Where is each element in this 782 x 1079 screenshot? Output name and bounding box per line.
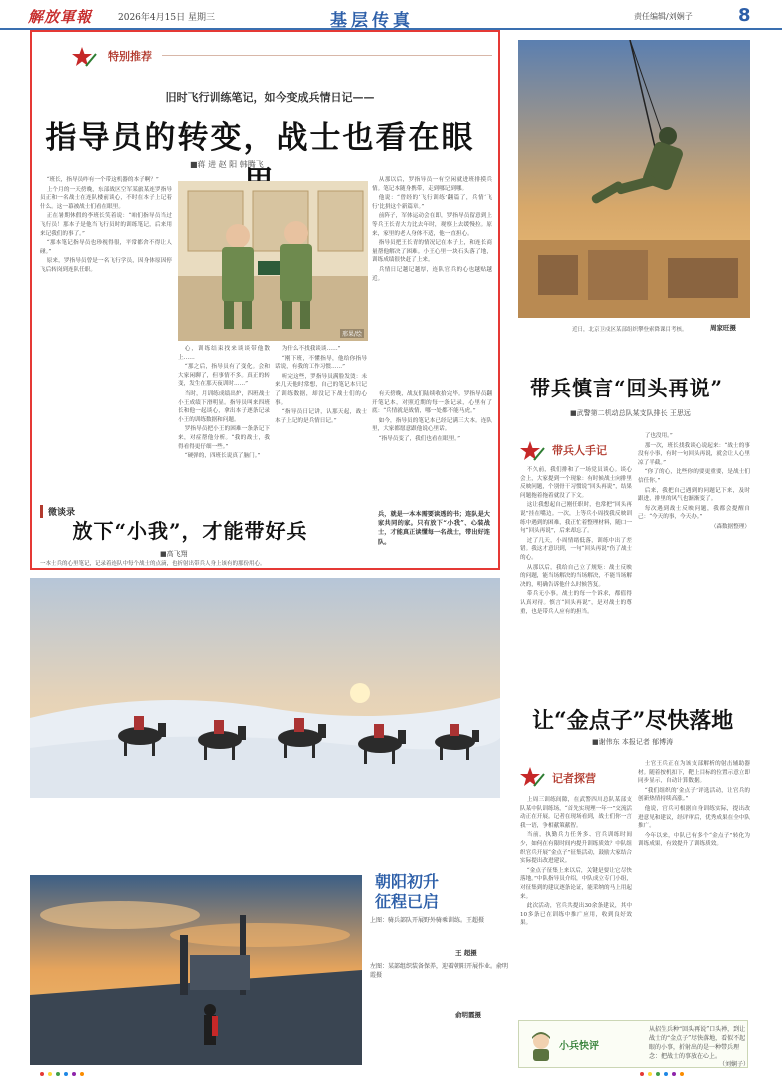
issue-date: 2026年4月15日 星期三 xyxy=(118,13,215,23)
article3-byline: ■谢伟东 本报记者 郁博涛 xyxy=(592,738,674,746)
paragraph: “那之后，指导员有了变化。会和大家闲聊了，但事情不多。真正的转变，发生在那天夜训时……” xyxy=(178,364,270,388)
paragraph: 那一次，班长找我谈心说起来：“战士的事没有小事，有时一句回头再说，就会让人心里凉了半截。” xyxy=(638,442,750,466)
paragraph: 上周三训练间隙，在武警四川总队某部支队某中队训练场，“首先实现理一年一”交流活动正在开展。记者在现场看到，战士们你一言我一语，争相献策献智。 xyxy=(520,797,632,829)
paragraph: “你了的心，比些你的要更重要，是战士们信任你。” xyxy=(638,469,750,484)
tag-divider xyxy=(162,55,492,56)
paragraph: （森数据整理） xyxy=(710,523,750,530)
paragraph: “硬弹的，四班长说真了脑门。” xyxy=(184,453,261,460)
feature-byline: ■蒋 进 赵 阳 韩腾飞 xyxy=(190,160,264,169)
paragraph: 当前，执勤兵力任务多、官兵训练时间少，如何在有限时间内提升训练质效？中队组织官兵开展“金点子”征集活动，鼓励大家结合实际提出改进建议。 xyxy=(520,832,632,865)
article2-headline[interactable]: 带兵慎言“回头再说” xyxy=(530,376,724,400)
article3-body xyxy=(520,796,632,1011)
paragraph: 从那以后，我给自己立了规矩：战士反映的问题，能当场解决的当场解决，不能当场解决的，明确告诉他什么时候答复。 xyxy=(520,564,632,588)
paragraph: “班长，指导员咋有一个带这机器的本子啊？” xyxy=(46,177,159,183)
page-masthead xyxy=(0,0,782,30)
paragraph: 前阵子，军体运动会在即，罗指导员留意到上等兵王长青大力比去年时，观察上去缓慢拉。原来，家里的老人身体不适，他一直担心。 xyxy=(372,213,492,237)
paragraph: “刚下班，不懂指导，他给你指导话说，有我的工作习惯……” xyxy=(275,355,367,371)
paragraph: 从那以后，罗指导员一有空闲就进班排摸兵情。笔记本随身携带，走到哪记到哪。 xyxy=(372,177,492,192)
paragraph: 听完这些，罗指导员满脸发烫：未来几天他时常想，自己的笔记本只记了训练数据，却没记下战士们的心事。 xyxy=(275,373,367,406)
photo-feature-caption-1: 上图：骑兵部队开展野外骑乘训练。王超摄 xyxy=(370,917,485,924)
paragraph: 原来，罗指导员曾是一名飞行学员，因身体原因停飞后转岗到连队任职。 xyxy=(40,258,172,273)
paragraph: 了也没用。” xyxy=(644,433,673,439)
paragraph: 他说：“曾经的‘飞行训练’翻篇了，兵情‘飞行’比拼这个新篇章。” xyxy=(372,195,492,210)
star-badge-icon xyxy=(72,46,100,68)
feature-column-3 xyxy=(275,345,367,495)
rappelling-image xyxy=(518,40,750,318)
article2-byline: ■武警第二机动总队某支队排长 王思远 xyxy=(570,409,691,417)
feature-headline[interactable]: 指导员的转变，战士也看在眼 xyxy=(45,120,475,156)
paragraph: 为什么不找我谈谈……” xyxy=(281,346,341,352)
illustration-image xyxy=(178,181,368,341)
star-badge-icon xyxy=(520,440,548,462)
paragraph: 每次遇到战士反映问题，我都会提醒自己：“今天的事，今天办。” xyxy=(638,505,750,521)
photo-credit-2: 俞明霞摄 xyxy=(455,1011,481,1019)
color-dots-right xyxy=(640,1072,684,1076)
feature-kicker: 旧时飞行训练笔记，如今变成兵情日记—— xyxy=(165,91,375,104)
paragraph: 带兵无小事。战士的每一个诉求，都值得认真对待。慎言“回头再说”，是对战士的尊重，也是带兵人应有的担当。 xyxy=(520,591,632,615)
quick-comment-credit: （刘娴子） xyxy=(719,1061,750,1068)
sidebar-quote: 兵，就是一本本需要读透的书；连队是大家共同的家。只有放下“小我”、心装战士，才能真正读懂每一名战士，带出好连队。 xyxy=(378,511,490,546)
sidebar-byline: ■高飞翔 xyxy=(160,550,188,558)
illustration-credit: 邢果/绘 xyxy=(341,331,362,338)
rappelling-photo xyxy=(518,40,750,318)
newspaper-logo: 解放軍報 xyxy=(28,8,93,26)
cavalry-photo xyxy=(30,578,500,798)
feature-illustration xyxy=(178,181,368,341)
paragraph: 当时，月训练成绩出炉，四班战士小王成绩下滑明显。指导员叫来四班长和他一起谈心，拿出本子逐条记录小王的训练数据和问题。 xyxy=(178,390,270,423)
article2-tag: 带兵人手记 xyxy=(552,444,607,457)
paragraph: 如今，指导员的笔记本已经记满三大本。连队里，大家都愿意跟他说心里话。 xyxy=(372,417,492,433)
paragraph: 士官王兵正在为该支部解析的射击辅助器材。随着按机扣下，靶上目标的位置示意立即同步显示，自动计算数据。 xyxy=(638,761,750,785)
paragraph: 这让我想起自己刚任职时，也常把“回头再说”挂在嘴边。一次，上等兵小周找我反映训练中遇到的困难，我正忙着整理材料，随口一句“回头再说”，后来却忘了。 xyxy=(520,502,632,535)
sidebar-text: 一本士兵的心里笔记，记录着连队中每个战士的点滴，也折射出带兵人身上该有的那份用心。 xyxy=(40,561,266,567)
page-number: 8 xyxy=(738,5,751,26)
feature-column-5 xyxy=(372,390,492,498)
feature-column-4 xyxy=(372,176,492,386)
paragraph: “我们组织的‘金点子’评选活动，让官兵的创新热情持续高涨。” xyxy=(638,787,750,803)
paragraph: 此次活动，官兵共提出30余条建议，其中10多条已在训练中推广应用，收到良好效果。 xyxy=(520,903,632,927)
paragraph: 有天傍晚，战友们陆续收拾完毕。罗指导员翻开笔记本，对照近期的每一条记录，心里有了底：“兵情就是战情，哪一处都不能马虎。” xyxy=(372,391,492,415)
sidebar-headline[interactable]: 放下“小我”，才能带好兵 xyxy=(72,519,308,543)
feature-tag: 特别推荐 xyxy=(108,50,152,63)
editor-credit: 责任编辑/刘娴子 xyxy=(634,12,693,21)
paragraph: “那本笔记指导员也珍视得很，平常都舍不得让人碰。” xyxy=(40,240,172,255)
feature-column-2 xyxy=(178,345,270,495)
paragraph: 罗指导员把小王的困难一条条记下来，对症帮他分析。“我的战士，我得看得更仔细一些。” xyxy=(178,426,270,450)
color-dots-left xyxy=(40,1072,84,1076)
paragraph: 不久前，我们排和了一场党员谈心。谈心会上，大家提到一个现象：有时候战士向排里反映问题，个别骨干习惯说“回头再说”，结果问题拖着拖着就没了下文。 xyxy=(520,467,632,499)
paragraph: 今年以来，中队已有多个“金点子”转化为训练成果，有效提升了训练质效。 xyxy=(638,832,750,848)
cavalry-image xyxy=(30,578,500,798)
feature-column-1 xyxy=(40,176,172,496)
quick-comment-text: 从招生兵种“回头再说”口头禅，到让战士的“金点子”尽快落地，看似不起眼的小事，折射出的是一种带兵理念：把战士的事放在心上。 xyxy=(649,1026,746,1060)
photo-feature-caption-2: 左图：某部组织装备保养，迎着朝阳开展作业。俞明霞摄 xyxy=(370,963,509,979)
paragraph: “指导员变了，我们也看在眼里。” xyxy=(378,435,460,442)
top-photo-credit: 周家旺摄 xyxy=(710,324,736,332)
paragraph: 上个月的一天傍晚，东部战区空军某旅某连罗指导员正和一名战士在连队楼前谈心，不时在本子上记着什么。这一幕被战士们看在眼里。 xyxy=(40,186,172,210)
article3-tag: 记者探营 xyxy=(552,772,596,785)
article2-body xyxy=(520,466,632,681)
photo-credit-1: 王 超摄 xyxy=(455,949,477,957)
paragraph: “金点子征集上来以后，关键是要让它尽快落地。”中队指导员介绍，中队成立专门小组，对征集到的建议逐条论证，能采纳的马上用起来。 xyxy=(520,867,632,900)
paragraph: 过了几天，小周情绪低落，训练中出了差错。我这才意识到，一句“回头再说”伤了战士的心。 xyxy=(520,537,632,561)
soldier-avatar-icon xyxy=(527,1029,555,1061)
paragraph: “指导员日记讲，认那天起，战士本子上记的是兵情日记。” xyxy=(275,409,367,424)
paragraph: 他说，官兵可根据自身训练实际，提出改进意见和建议，经评审后，优秀成果在全中队推广。 xyxy=(638,805,750,830)
article2-body-right xyxy=(638,432,750,682)
paragraph: 心，训练结束找来谈谈带他散上…… xyxy=(178,346,270,361)
quick-comment-label: 小兵快评 xyxy=(559,1041,599,1052)
quick-comment-box xyxy=(518,1020,748,1068)
article3-headline[interactable]: 让“金点子”尽快落地 xyxy=(532,708,734,734)
paragraph: 指导员把王长青的情况记在本子上，和连长商量帮他解决了困难。小王心里一块石头落了地，训练成绩很快赶了上来。 xyxy=(372,240,492,264)
paragraph: 兵情日记越记越厚，连队官兵的心也越贴越近。 xyxy=(372,266,492,282)
star-badge-icon xyxy=(520,766,548,788)
sidebar-tag: 微谈录 xyxy=(40,505,75,518)
article3-body-right xyxy=(638,760,750,1010)
ship-image xyxy=(30,875,362,1065)
paragraph: 后来，我把自己遇到的问题记下来，及时跟进，排里的风气也渐渐变了。 xyxy=(638,487,750,503)
photo-feature-title: 朝阳初升 征程已启 xyxy=(375,872,440,911)
section-title: 基层传真 xyxy=(330,11,414,31)
top-photo-caption: 近日，北京卫戍区某部组织攀登索降课目考核。 xyxy=(572,327,688,333)
ship-photo xyxy=(30,875,362,1065)
paragraph: 正在暑期休假的李班长笑着说：“咱们指导员当过飞行员！那本子是他当飞行员时的训练笔记，后来用来记我们的事了。” xyxy=(40,213,172,237)
